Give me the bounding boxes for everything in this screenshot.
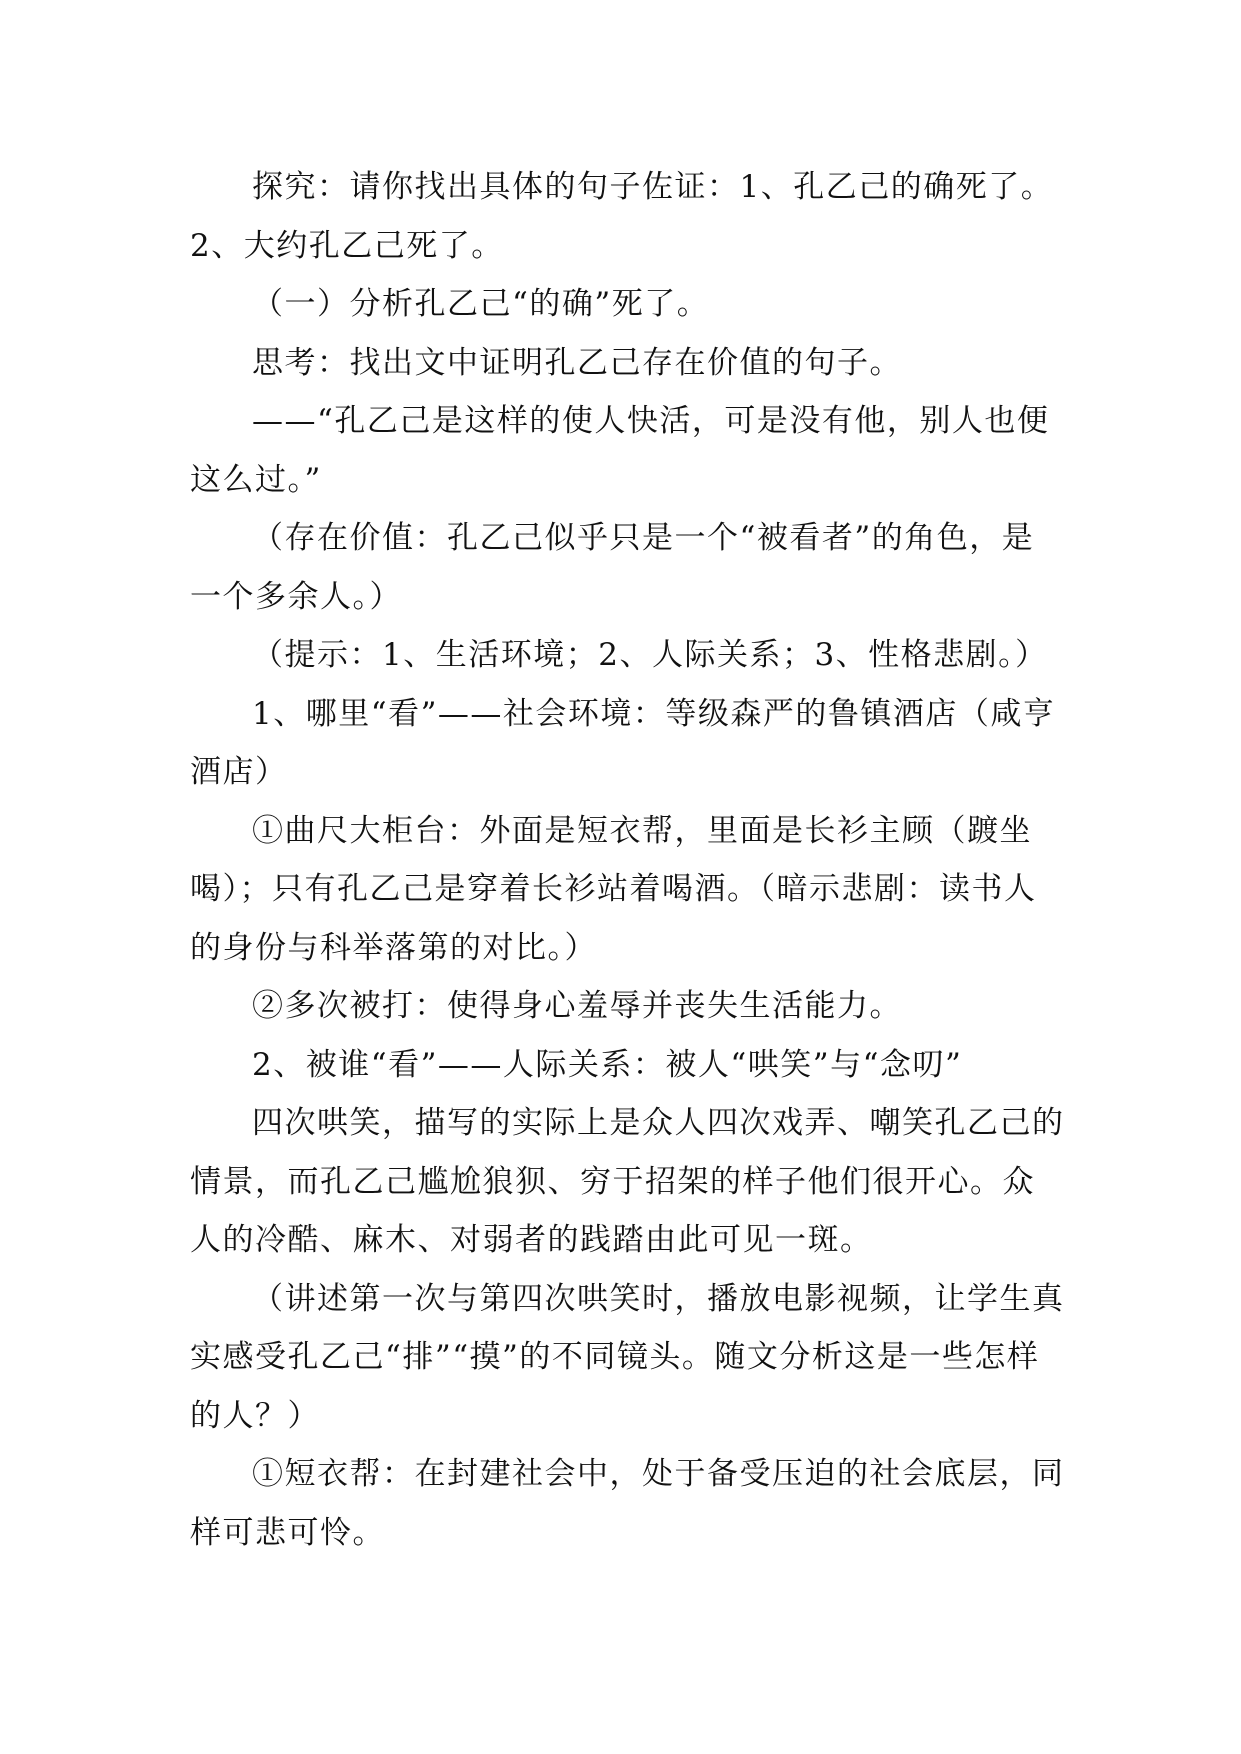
paragraph-section-one-title: （一）分析孔乙己“的确”死了。 — [252, 286, 710, 322]
paragraph-quote: ——“孔乙己是这样的使人快活，可是没有他，别人也便这么过。” — [190, 403, 1050, 498]
paragraph-counter: ①曲尺大柜台：外面是短衣帮，里面是长衫主顾（踱坐喝）；只有孔乙己是穿着长衫站着喝酒。（暗示悲剧：读书人的身份与科举落第的对比。） — [190, 812, 1037, 966]
paragraph-thinking-question: 思考：找出文中证明孔乙己存在价值的句子。 — [252, 344, 902, 381]
paragraph-four-laughs: 四次哄笑，描写的实际上是众人四次戏弄、嘲笑孔乙己的情景，而孔乙己尴尬狼狈、穷于招架的样子他们很开心。众人的冷酷、麻木、对弱者的践踏由此可见一斑。 — [190, 1105, 1065, 1258]
paragraph-social-environment: 1、哪里“看”——社会环境：等级森严的鲁镇酒店（咸亨酒店） — [190, 695, 1056, 790]
paragraph-inquiry: 探究：请你找出具体的句子佐证：1、孔乙己的确死了。2、大约孔乙己死了。 — [190, 169, 1054, 264]
paragraph-teaching-note: （讲述第一次与第四次哄笑时，播放电影视频，让学生真实感受孔乙己“排”“摸”的不同镜头。随文分析这是一些怎样的人？） — [190, 1280, 1065, 1434]
paragraph-relationships: 2、被谁“看”——人际关系：被人“哄笑”与“念叨” — [252, 1046, 963, 1083]
paragraph-hints: （提示：1、生活环境；2、人际关系；3、性格悲剧。） — [252, 637, 1048, 673]
document-body — [190, 158, 1065, 1562]
paragraph-short-coat-gang: ①短衣帮：在封建社会中，处于备受压迫的社会底层，同样可悲可怜。 — [190, 1456, 1065, 1551]
paragraph-existence-value: （存在价值：孔乙己似乎只是一个“被看者”的角色，是一个多余人。） — [190, 520, 1035, 615]
paragraph-beaten: ②多次被打：使得身心羞辱并丧失生活能力。 — [252, 988, 902, 1024]
